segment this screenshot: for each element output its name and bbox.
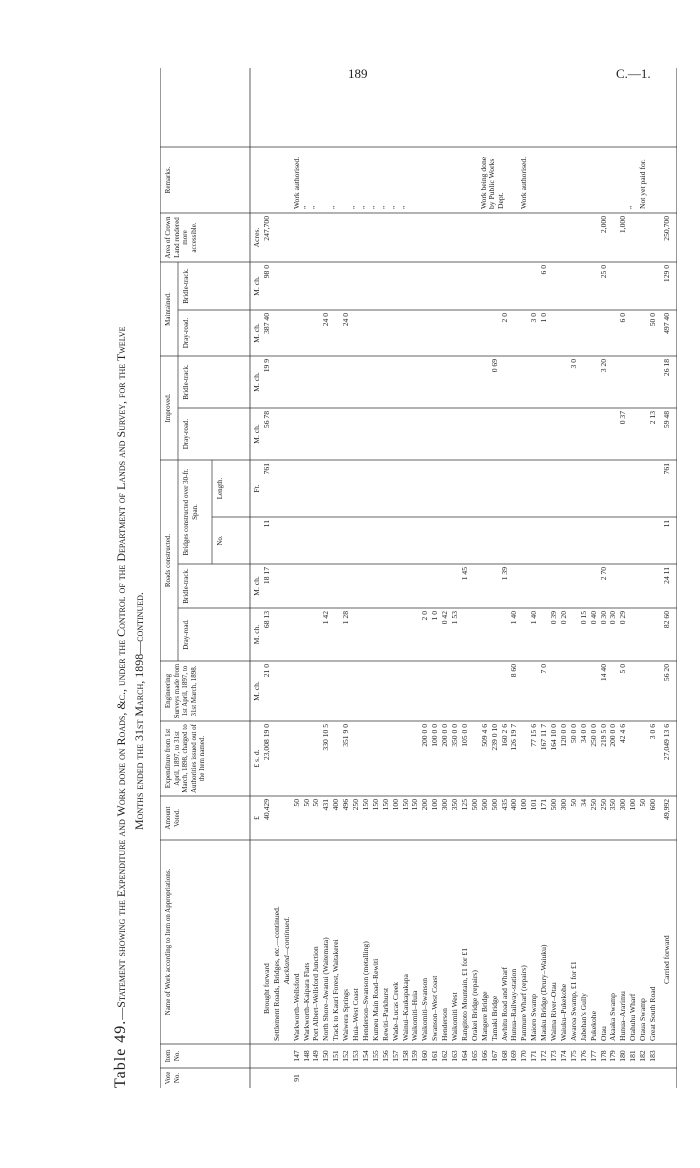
row-amount: 600: [648, 799, 657, 811]
row-expenditure: 164 10 0: [549, 724, 558, 751]
row-rc-dray: 1 28: [341, 611, 351, 625]
brought-forward-acres: 247,700: [261, 216, 271, 241]
row-amount: 435: [499, 799, 509, 811]
row-item-no: 169: [509, 1050, 519, 1062]
row-name: Pukekohe: [588, 1011, 598, 1041]
row-item-no: 148: [301, 1050, 311, 1062]
row-item-no: 147: [291, 1050, 301, 1062]
row-engineering: 8 60: [509, 664, 519, 678]
carried-forward-imp-dray: 59 48: [661, 411, 671, 429]
row-mnt-dray: 50 0: [648, 313, 657, 327]
row-amount: 100: [628, 799, 638, 811]
carried-forward-imp-bridle: 26 18: [661, 359, 671, 377]
carried-forward-expenditure: 27,049 13 6: [661, 724, 671, 761]
row-amount: 500: [549, 799, 558, 811]
row-amount: 200: [420, 799, 430, 811]
row-item-no: 162: [440, 1050, 450, 1062]
row-item-no: 155: [370, 1050, 380, 1062]
row-expenditure: 509 4 6: [479, 724, 489, 747]
row-rc-dray: 0 30: [598, 611, 608, 625]
row-item-no: 171: [529, 1050, 539, 1062]
row-amount: 100: [430, 799, 440, 811]
row-item-no: 161: [430, 1050, 440, 1062]
row-item-no: 152: [341, 1050, 351, 1062]
row-expenditure: 350 0 0: [450, 724, 459, 747]
row-amount: 101: [529, 799, 539, 811]
row-expenditure: 219 5 0: [598, 724, 608, 747]
header-item: Item No.: [164, 1049, 181, 1063]
unit-mnt-bridle: M. ch.: [252, 276, 261, 296]
row-amount: 250: [598, 799, 608, 811]
row-item-no: 156: [380, 1050, 390, 1062]
caption-line-1: [112, 326, 130, 1088]
carried-forward-rc-dray: 82 60: [661, 611, 671, 629]
row-expenditure: 77 15 6: [529, 724, 539, 747]
row-amount: 250: [588, 799, 598, 811]
row-item-no: 176: [578, 1050, 588, 1062]
header-expenditure: Expenditure from 1st April, 1897, to 31st March, 1898, charged to Authorities issued out of the Item named.: [164, 723, 206, 794]
row-rc-dray: 0 40: [588, 611, 598, 625]
carried-forward-mnt-dray: 497 40: [661, 313, 671, 334]
row-amount: 50: [301, 799, 311, 807]
row-amount: 500: [469, 799, 479, 811]
carried-forward-bridges-no: 11: [661, 520, 671, 528]
header-remarks: Remarks.: [164, 166, 172, 194]
row-name: Otahuhu Wharf: [628, 993, 638, 1041]
row-expenditure: 200 0 0: [608, 724, 618, 747]
row-mnt-dray: 6 0: [618, 313, 628, 323]
row-item-no: 165: [469, 1050, 479, 1062]
row-name: Maioro Swamp: [529, 993, 539, 1041]
header-bridle-track: Bridle-track.: [182, 268, 190, 304]
row-imp-bridle: 0 69: [489, 359, 499, 373]
row-item-no: 164: [459, 1050, 469, 1062]
row-remarks: ": [400, 205, 410, 209]
row-item-no: 149: [311, 1050, 321, 1062]
row-name: Wade–Lucas Creek: [390, 981, 400, 1041]
row-amount: 50: [568, 799, 578, 807]
row-name: Otau: [598, 1026, 608, 1041]
carried-forward-bridges-length: 761: [661, 463, 671, 475]
unit-rc-bridle: M. ch.: [252, 576, 261, 596]
row-item-no: 159: [410, 1050, 420, 1062]
row-item-no: 182: [638, 1050, 648, 1062]
row-amount: 150: [370, 799, 380, 811]
section-subheading: Auckland—continued.: [281, 916, 291, 984]
row-item-no: 166: [479, 1050, 489, 1062]
row-remarks: Work authorised.: [291, 156, 301, 209]
row-expenditure: 3 0 6: [648, 724, 657, 740]
row-engineering: 7 0: [539, 664, 549, 674]
row-mnt-dray: 24 0: [341, 313, 351, 327]
row-expenditure: 351 9 0: [341, 724, 351, 747]
row-amount: 150: [400, 799, 410, 811]
row-rc-dray: 0 42: [440, 611, 450, 625]
caption-text-2: Months ended the 31st March, 1898—continued.: [132, 592, 146, 830]
header-roads-constructed: Roads constructed.: [164, 533, 172, 588]
row-expenditure: 42 4 6: [618, 724, 628, 743]
row-amount: 50: [638, 799, 648, 807]
brought-forward-mnt-dray: 387 40: [261, 313, 271, 334]
row-acres: 2,000: [598, 216, 608, 234]
unit-acres: Acres.: [252, 227, 261, 248]
header-engineering: Engineering Surveys made from 1st April, 1897, to 31st March, 1898.: [164, 663, 198, 719]
row-item-no: 160: [420, 1050, 430, 1062]
row-name: Rangitoto Mountain, £1 for £1: [459, 947, 469, 1041]
row-rc-dray: 1 53: [450, 611, 459, 625]
header-bridle-track: Bridle-track.: [182, 568, 190, 604]
header-maintained: Maintained.: [164, 292, 172, 326]
row-expenditure: 330 10 5: [321, 724, 331, 751]
row-amount: 150: [360, 799, 370, 811]
row-expenditure: 239 0 10: [489, 724, 499, 751]
header-improved: Improved.: [164, 393, 172, 423]
document-reference: C.—1.: [616, 66, 651, 81]
row-amount: 50: [291, 799, 301, 807]
row-item-no: 177: [588, 1050, 598, 1062]
row-name: Henderson–Swanson (metalling): [360, 941, 370, 1041]
row-name: Awaroa Swamp, £1 for £1: [568, 961, 578, 1041]
row-expenditure: 250 0 0: [588, 724, 598, 747]
section-heading: Settlement Roads, Bridges, etc.—continued.: [271, 906, 281, 1041]
row-engineering: 5 0: [618, 664, 628, 674]
unit-mnt-dray: M. ch.: [252, 323, 261, 343]
row-remarks: Not yet paid for.: [638, 159, 648, 209]
row-amount: 50: [311, 799, 321, 807]
row-item-no: 158: [400, 1050, 410, 1062]
row-amount: 500: [479, 799, 489, 811]
row-item-no: 174: [558, 1050, 568, 1062]
unit-amount: £: [252, 816, 261, 820]
row-expenditure: 50 0 0: [568, 724, 578, 743]
header-name: Name of Work according to Item on Appropriations.: [164, 868, 172, 1016]
row-amount: 34: [578, 799, 588, 807]
carried-forward-rc-bridle: 24 11: [661, 567, 671, 584]
row-name: Rewiti–Parkhurst: [380, 987, 390, 1041]
row-item-no: 178: [598, 1050, 608, 1062]
brought-forward-mnt-bridle: 98 0: [261, 265, 271, 279]
caption-line-2: [132, 592, 147, 830]
row-item-no: 151: [331, 1050, 341, 1062]
row-imp-bridle: 3 20: [598, 359, 608, 373]
row-acres: 1,000: [618, 216, 628, 234]
row-item-no: 170: [519, 1050, 529, 1062]
row-amount: 496: [341, 799, 351, 811]
row-expenditure: 34 0 0: [578, 724, 588, 743]
row-item-no: 183: [648, 1050, 657, 1062]
row-name: Orakei Bridge (repairs): [469, 970, 479, 1041]
row-item-no: 173: [549, 1050, 558, 1062]
header-dray-road: Dray-road.: [182, 418, 190, 450]
row-mnt-bridle: 6 0: [539, 265, 549, 275]
row-name: Warkworth–Wellsford: [291, 973, 301, 1041]
row-amount: 500: [489, 799, 499, 811]
row-imp-dray: 0 37: [618, 411, 628, 425]
row-item-no: 167: [489, 1050, 499, 1062]
row-rc-dray: 1 40: [509, 611, 519, 625]
row-imp-dray: 2 13: [648, 411, 657, 425]
vote-number: 91: [291, 1074, 301, 1082]
row-amount: 150: [380, 799, 390, 811]
row-mnt-dray: 3 0: [529, 313, 539, 323]
brought-forward-rc-bridle: 18 17: [261, 567, 271, 585]
unit-imp-bridle: M. ch.: [252, 372, 261, 392]
row-remarks: ": [370, 205, 380, 209]
row-name: Waiwera Springs: [341, 989, 351, 1041]
row-amount: 400: [331, 799, 341, 811]
carried-forward-label: Carried forward: [661, 935, 671, 984]
row-amount: 300: [618, 799, 628, 811]
row-amount: 171: [539, 799, 549, 811]
row-amount: 150: [410, 799, 420, 811]
row-name: Waikomiti West: [450, 992, 459, 1041]
row-remarks: ": [390, 205, 400, 209]
row-rc-dray: 0 15: [578, 611, 588, 625]
unit-engineering: M. ch.: [252, 681, 261, 701]
row-name: Warkworth–Kaipara Flats: [301, 962, 311, 1041]
row-rc-dray: 0 20: [558, 611, 568, 625]
row-name: Track to Kauri Forest, Waitakerei: [331, 939, 341, 1041]
rotated-table-area: [102, 68, 677, 1088]
row-name: Wainui–Kaukapakapa: [400, 974, 410, 1041]
row-rc-bridle: 1 39: [499, 567, 509, 581]
row-expenditure: 100 0 0: [430, 724, 440, 747]
row-amount: 300: [440, 799, 450, 811]
carried-forward-amount: 49,992: [661, 799, 671, 820]
expenditure-table: [160, 68, 677, 1088]
row-amount: 250: [351, 799, 360, 811]
row-name: North Shore–Awanui (Waitemata): [321, 937, 331, 1041]
row-name: Waima River–Otau: [549, 982, 558, 1041]
row-name: Hunua–Ararimu: [618, 991, 628, 1041]
row-amount: 125: [459, 799, 469, 811]
unit-rc-dray: M. ch.: [252, 624, 261, 645]
brought-forward-imp-dray: 56 78: [261, 411, 271, 429]
row-mnt-dray: 24 0: [321, 313, 331, 327]
header-dray-road: Dray-road.: [182, 619, 190, 650]
row-name: Tamaki Bridge: [489, 995, 499, 1041]
unit-length: Ft.: [252, 484, 261, 493]
row-name: Mauku Bridge (Drury–Waiuku): [539, 944, 549, 1041]
header-dray-road: Dray-road.: [182, 317, 190, 349]
row-mnt-bridle: 25 0: [598, 265, 608, 279]
unit-imp-dray: M. ch.: [252, 424, 261, 444]
row-mnt-dray: 1 0: [539, 313, 549, 323]
row-name: Hunua–Railway-station: [509, 968, 519, 1041]
row-remarks: ": [331, 205, 341, 209]
page-number: 189: [348, 66, 368, 81]
row-item-no: 153: [351, 1050, 360, 1062]
row-rc-dray: 1 42: [321, 611, 331, 625]
row-amount: 400: [509, 799, 519, 811]
row-name: Swanson–West Coast: [430, 975, 440, 1041]
row-amount: 350: [450, 799, 459, 811]
row-item-no: 157: [390, 1050, 400, 1062]
row-item-no: 179: [608, 1050, 618, 1062]
table-caption: [102, 68, 162, 1088]
unit-expenditure: £ s. d.: [252, 749, 261, 768]
row-name: Waiuku–Pukekohe: [558, 983, 568, 1041]
row-rc-dray: 0 39: [549, 611, 558, 625]
row-mnt-dray: 2 0: [499, 313, 509, 323]
header-bridle-track: Bridle-track.: [182, 364, 190, 400]
row-expenditure: 120 0 0: [558, 724, 568, 747]
caption-text: —Statement showing the Expenditure and Work done on Roads, &c., under the Control of the Department of Lands and Survey, for the Twelve: [114, 326, 128, 1020]
carried-forward-mnt-bridle: 129 0: [661, 265, 671, 283]
brought-forward-expenditure: 23,008 19 0: [261, 724, 271, 761]
header-bridges: Bridges constructed over 30-ft. Span.: [182, 468, 199, 556]
row-remarks: ": [301, 205, 311, 209]
row-name: Kumeu Main Road–Rewiti: [370, 958, 380, 1041]
row-amount: 100: [390, 799, 400, 811]
row-rc-dray: 0 29: [618, 611, 628, 625]
row-amount: 431: [321, 799, 331, 811]
row-expenditure: 105 0 0: [459, 724, 469, 747]
row-remarks: Work being done by Public Works Dept.: [478, 156, 505, 209]
row-item-no: 163: [450, 1050, 459, 1062]
row-remarks: ": [628, 205, 638, 209]
row-name: Huia–West Coast: [351, 988, 360, 1041]
row-rc-dray: 0 30: [608, 611, 618, 625]
row-amount: 300: [558, 799, 568, 811]
row-remarks: Work authorised.: [519, 156, 529, 209]
row-name: Waikomiti–Huia: [410, 990, 420, 1041]
row-name: Awhitu Road and Wharf: [499, 966, 509, 1041]
row-item-no: 175: [568, 1050, 578, 1062]
row-name: Waikomiti–Swanson: [420, 977, 430, 1041]
row-name: Port Albert–Wellsford Junction: [311, 946, 321, 1041]
row-remarks: ": [380, 205, 390, 209]
header-no: No.: [216, 535, 224, 546]
row-expenditure: 126 19 7: [509, 724, 519, 751]
row-amount: 350: [608, 799, 618, 811]
row-item-no: 150: [321, 1050, 331, 1062]
row-remarks: ": [360, 205, 370, 209]
row-expenditure: 200 0 0: [420, 724, 430, 747]
row-name: Akaaka Swamp: [608, 993, 618, 1041]
row-remarks: ": [351, 205, 360, 209]
header-amount-voted: Amount Voted.: [164, 806, 181, 830]
carried-forward-engineering: 56 20: [661, 664, 671, 682]
header-crown-land: Area of Crown Land rendered more accessible.: [164, 216, 198, 259]
row-expenditure: 160 2 6: [499, 724, 509, 747]
row-item-no: 168: [499, 1050, 509, 1062]
row-name: Henderson: [440, 1008, 450, 1041]
row-rc-bridle: 1 45: [459, 567, 469, 581]
row-name: Mangere Bridge: [479, 991, 489, 1041]
table-label: Table 49.: [112, 1019, 129, 1088]
row-expenditure: 200 0 0: [440, 724, 450, 747]
brought-forward-bridges-no: 11: [261, 520, 271, 528]
row-rc-bridle: 2 70: [598, 567, 608, 581]
row-name: Otaua Swamp: [638, 998, 648, 1041]
brought-forward-imp-bridle: 19 9: [261, 359, 271, 373]
header-length: Length.: [216, 477, 224, 500]
row-name: Panmure Wharf (repairs): [519, 965, 529, 1041]
row-expenditure: 167 11 7: [539, 724, 549, 751]
row-imp-bridle: 3 0: [568, 359, 578, 369]
row-item-no: 180: [618, 1050, 628, 1062]
row-remarks: ": [311, 205, 321, 209]
brought-forward-label: Brought forward: [261, 963, 271, 1014]
row-item-no: 154: [360, 1050, 370, 1062]
brought-forward-engineering: 21 0: [261, 664, 271, 678]
brought-forward-rc-dray: 68 13: [261, 611, 271, 629]
row-rc-dray: 1 40: [529, 611, 539, 625]
brought-forward-bridges-length: 761: [261, 463, 271, 475]
row-rc-dray: 2 0: [420, 611, 430, 621]
brought-forward-amount: 40,429: [261, 799, 271, 820]
row-amount: 100: [519, 799, 529, 811]
row-name: Great South Road: [648, 986, 657, 1041]
row-item-no: 172: [539, 1050, 549, 1062]
row-name: Jabehan's Gully: [578, 993, 588, 1041]
row-item-no: 181: [628, 1050, 638, 1062]
header-vote: Vote No.: [164, 1071, 181, 1085]
carried-forward-acres: 250,700: [661, 216, 671, 241]
row-rc-dray: 1 0: [430, 611, 440, 621]
row-engineering: 14 40: [598, 664, 608, 682]
